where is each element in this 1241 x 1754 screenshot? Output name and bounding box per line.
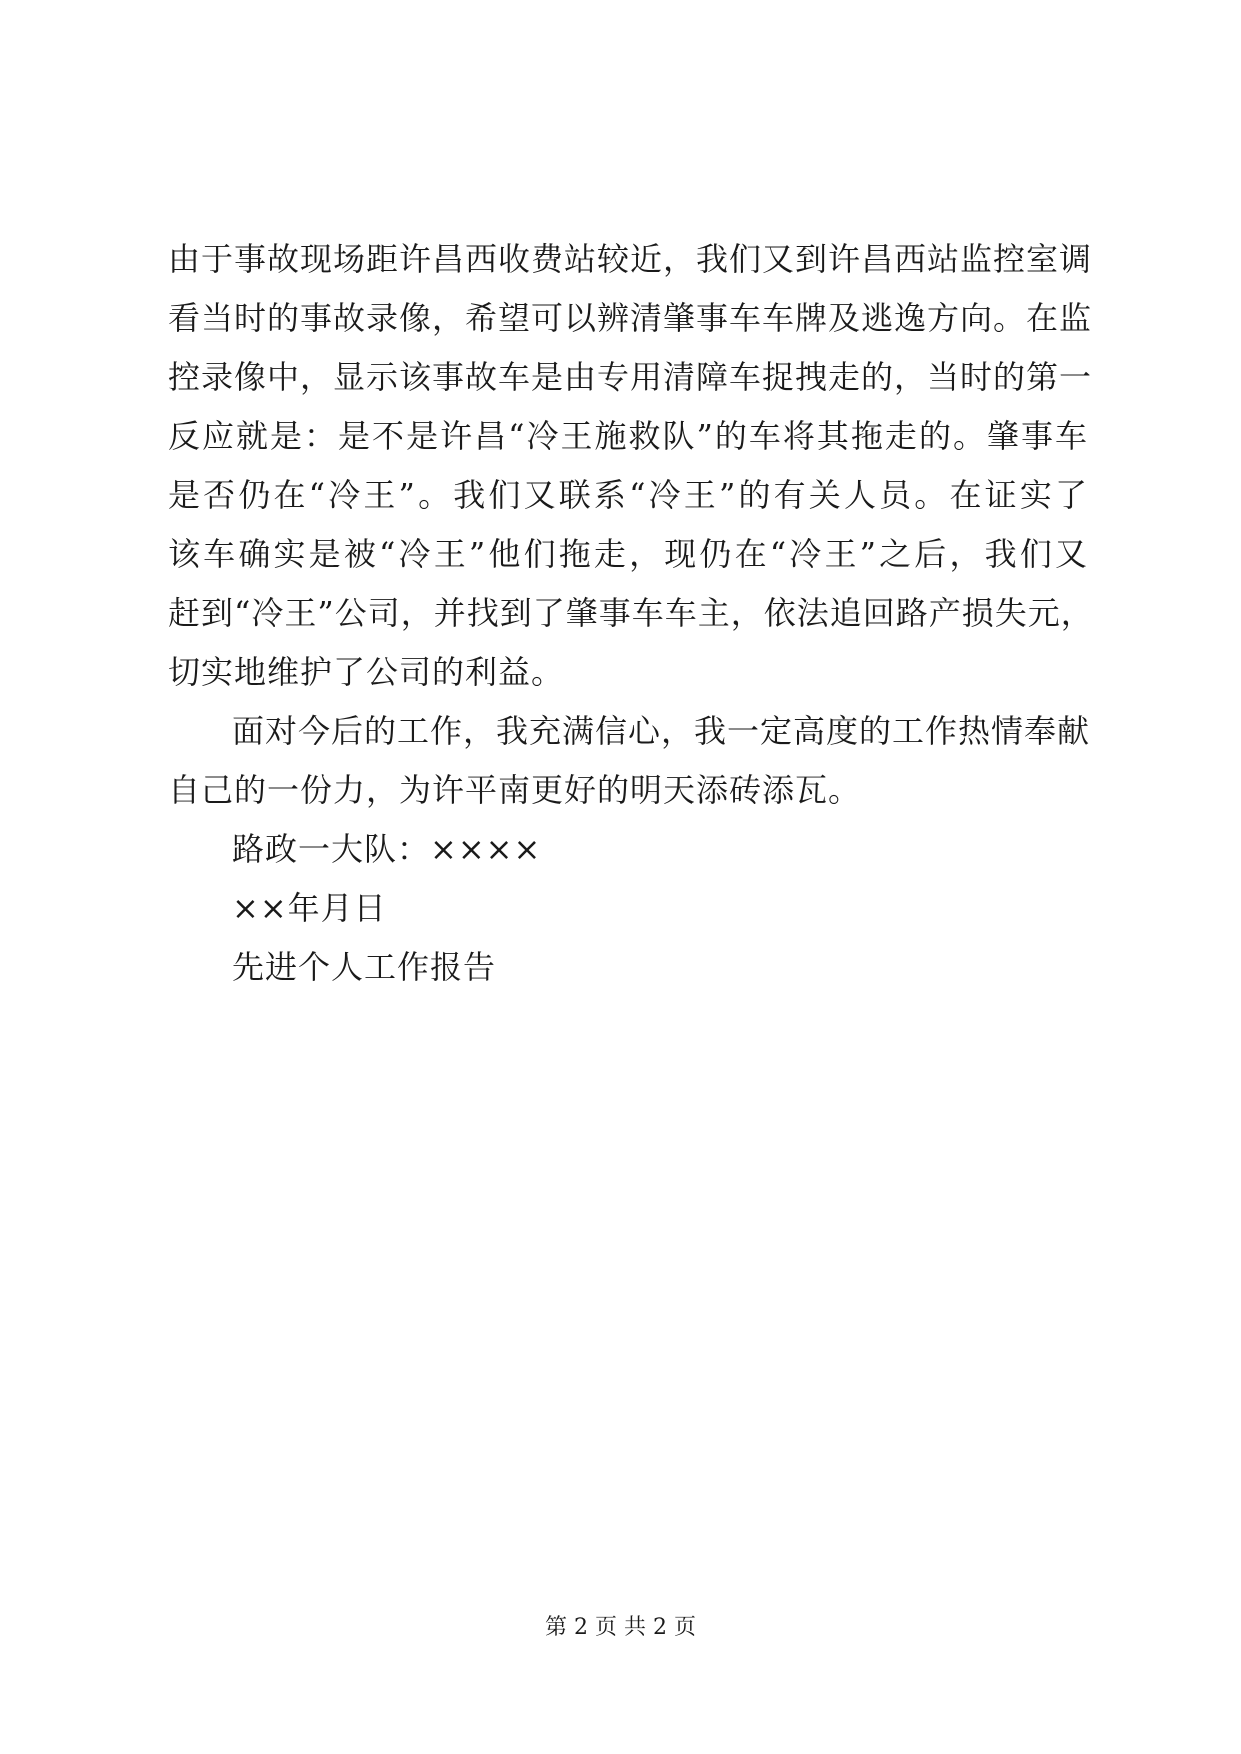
text-line: 控录像中，显示该事故车是由专用清障车捉拽走的，当时的第一: [168, 358, 1093, 396]
text-line: 是否仍在“冷王”。我们又联系“冷王”的有关人员。在证实了: [168, 476, 1088, 514]
paragraph-2: [168, 702, 1091, 820]
text-line: 自己的一份力，为许平南更好的明天添砖添瓦。: [168, 771, 862, 809]
document-body: [168, 230, 1094, 997]
text-line: 切实地维护了公司的利益。: [168, 653, 565, 691]
text-line: 面对今后的工作，我充满信心，我一定高度的工作热情奉献: [232, 712, 1091, 750]
text-line: 赶到“冷王”公司，并找到了肇事车车主，依法追回路产损失元，: [168, 594, 1094, 632]
page-footer: [0, 1610, 1241, 1641]
signature-team: 路政一大队：××××: [232, 830, 542, 868]
document-title: 先进个人工作报告: [232, 948, 497, 986]
text-line: 看当时的事故录像，希望可以辨清肇事车车牌及逃逸方向。在监: [168, 299, 1093, 337]
text-line: 反应就是：是不是许昌“冷王施救队”的车将其拖走的。肇事车: [168, 417, 1088, 455]
signature-date: ××年月日: [232, 889, 387, 927]
signature-block: [168, 820, 1088, 997]
text-line: 由于事故现场距许昌西收费站较近，我们又到许昌西站监控室调: [168, 240, 1093, 278]
text-line: 该车确实是被“冷王”他们拖走，现仍在“冷王”之后，我们又: [168, 535, 1088, 573]
page-number: 第 2 页 共 2 页: [545, 1615, 696, 1640]
paragraph-1: [168, 230, 1094, 702]
